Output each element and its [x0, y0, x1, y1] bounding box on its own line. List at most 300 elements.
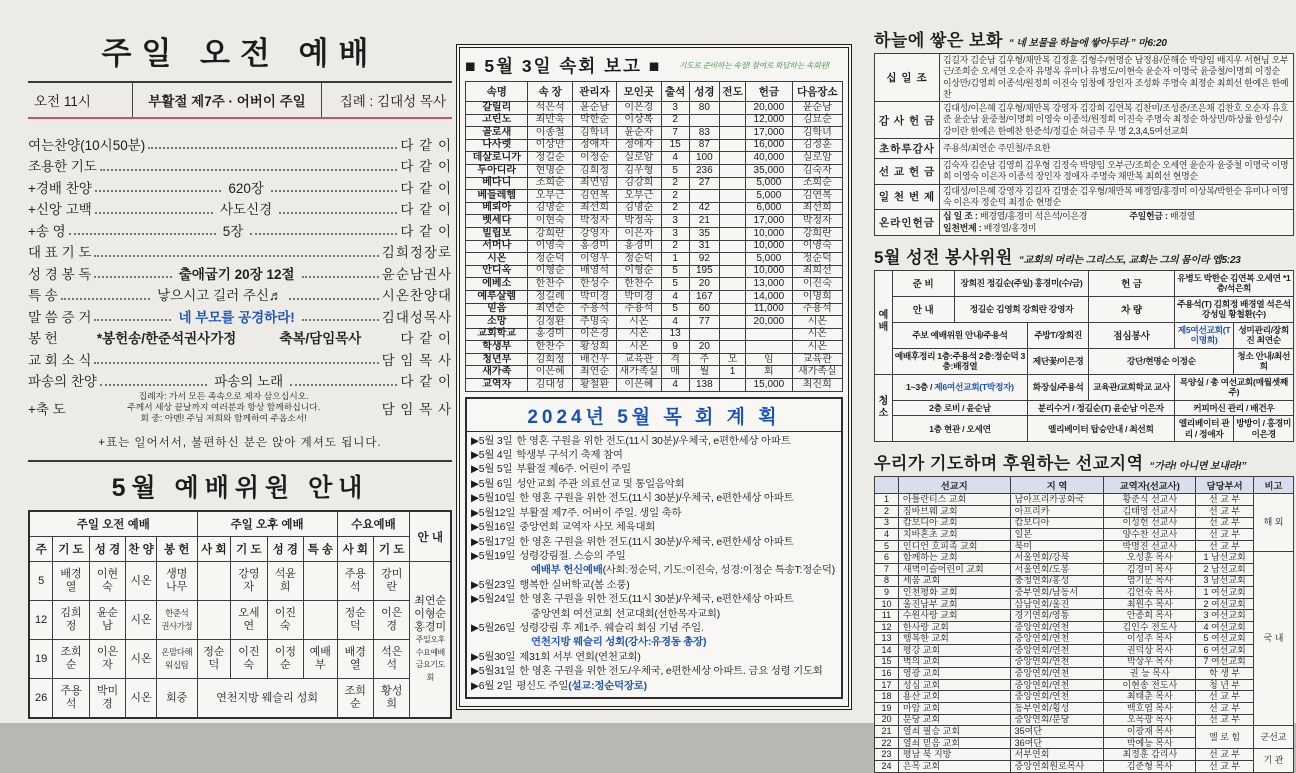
table-cell: 삼남연회/울진 [1010, 598, 1104, 610]
dotted-leader [290, 375, 397, 386]
plan-text: (설교:정순덕장로) [568, 680, 647, 692]
table-cell: 5 [29, 562, 53, 601]
table-cell: 베뢰아 [466, 202, 528, 215]
table-row [466, 190, 843, 203]
table-cell: 사 회 [337, 537, 373, 562]
text-fragment: 배경열/홍경미 [983, 222, 1037, 233]
table-cell: 오부근 [617, 190, 661, 203]
table-cell: 주일 오후 예배 [197, 511, 337, 537]
plan-text: 성안교회 주관 의료선교 및 통일음악회 [516, 478, 685, 490]
section-divider [28, 460, 452, 462]
table-row [466, 265, 843, 278]
table-cell: 김희정 [528, 353, 572, 366]
table-cell [719, 102, 745, 115]
plan-item [471, 536, 837, 550]
table-cell: 중앙연회/연천 [1010, 668, 1104, 680]
table-row [875, 761, 1294, 773]
table-row [875, 679, 1294, 691]
table-cell: 6,000 [746, 202, 792, 215]
table-cell: 나사렛 [466, 139, 528, 152]
table-cell: 4 [661, 152, 689, 165]
service-text: 여는찬양(10시50분) [28, 137, 146, 153]
table-cell: 주용석/최연순 주민철/주요한 [940, 139, 1294, 159]
service-text: 다 같 이 [400, 180, 453, 196]
table-cell: 중앙연회/연천 [1010, 645, 1104, 657]
service-text: 사도신경 [220, 202, 273, 218]
table-cell: 2 남선교회 [1196, 563, 1254, 575]
table-cell: 최만욱 [528, 114, 572, 127]
table-cell: 87 [689, 139, 719, 152]
table-cell: 골로새 [466, 127, 528, 140]
table-cell: 인천평화 교회 [898, 587, 1010, 599]
service-text: +송 영 [28, 223, 66, 239]
service-text: +축 도 [28, 401, 66, 417]
plan-text: 부활절 제6주. 어린이 주일 [516, 464, 632, 476]
table-cell: 시온 [126, 601, 157, 640]
table-cell: 최선희 [572, 202, 616, 215]
table-cell: 92 [689, 253, 719, 266]
table-cell: 선 교 부 [1196, 517, 1254, 529]
table-cell: 5 [661, 303, 689, 316]
service-row [28, 305, 452, 327]
table-cell [719, 215, 745, 228]
temple-servants-table [874, 270, 1294, 443]
table-cell: 17,000 [746, 127, 792, 140]
plan-text: 중앙연회 교역자 사모 체육대회 [519, 522, 656, 534]
table-cell: 실로암 [617, 152, 661, 165]
table-cell: 중부연회/남동서 [1010, 587, 1104, 599]
table-cell: 윤순남 [792, 102, 842, 115]
text-fragment: 나무 [166, 581, 188, 593]
service-text: 담 임 목 사 [381, 401, 452, 417]
table-row [29, 562, 451, 601]
table-cell: 배건우 [572, 353, 616, 366]
table-row [875, 322, 1294, 348]
table-cell: 중앙연회/분당 [1010, 714, 1104, 726]
table-cell: 이진숙 [231, 640, 267, 679]
table-cell: 이성주 목사 [1104, 633, 1196, 645]
table-cell: 해 외 [1254, 494, 1294, 552]
plan-text: 예배부 헌신예배 [531, 565, 603, 577]
service-leader: 집례 : 김대성 목사 [339, 94, 446, 109]
table-row [875, 517, 1294, 529]
table-cell: 8 [875, 575, 899, 587]
servants-title: 5월 성전 봉사위원 [874, 247, 1013, 267]
table-cell: 최선희 [792, 202, 842, 215]
table-cell: 23 [875, 749, 899, 761]
table-cell: 2 [875, 505, 899, 517]
plan-text: 한 영혼 구원을 위한 전도/우체국, e편한세상 아파트. 금요 성령 기도회 [519, 666, 823, 678]
table-row [875, 587, 1294, 599]
text-fragment: 금요기도회 [415, 660, 445, 683]
plan-item [471, 622, 837, 636]
table-cell: 함께하는 교회 [898, 552, 1010, 564]
plan-text: 중앙연회 여선교회 선교대회(선한목자교회) [531, 608, 720, 620]
table-cell [719, 253, 745, 266]
table-cell: 최연순 [528, 303, 572, 316]
table-cell: 회 [746, 366, 792, 379]
servants-header [874, 243, 1294, 268]
table-cell [156, 640, 197, 679]
plan-text: 한 영혼 구원을 위한 전도(11시 30분)/우체국, e편한세상 아파트 [519, 493, 794, 505]
table-cell: 평남 북 지방 [898, 749, 1010, 761]
table-row [875, 529, 1294, 541]
table-cell: 김태영 선교사 [1104, 505, 1196, 517]
table-cell: 성심 교회 [898, 679, 1010, 691]
table-cell: 홍경미 [572, 240, 616, 253]
plan-item [471, 665, 837, 679]
service-text: 파송의 노래 [214, 374, 284, 390]
dotted-leader [100, 160, 397, 171]
table-cell [719, 164, 745, 177]
table-cell: 15 [875, 656, 899, 668]
table-cell: 주용석 [53, 679, 89, 719]
table-cell: 중앙연회/연천 [1010, 633, 1104, 645]
table-cell: 교역자(선교사) [1104, 477, 1196, 494]
table-cell: 19 [29, 640, 53, 679]
table-cell [304, 601, 338, 640]
table-cell: 이은경 [374, 601, 410, 640]
table-cell: 기 도 [53, 537, 89, 562]
table-cell: 마암 교회 [898, 703, 1010, 715]
plan-text: 성령강림절. 스승의 주일 [519, 550, 626, 562]
table-cell [719, 202, 745, 215]
text-fragment: 배경열 [1170, 211, 1196, 222]
table-cell: 엘리베이터 관리 / 정애자 [1174, 416, 1234, 442]
table-cell: 김대성/이은혜 강영자 김길자 김명순 김우형/채만복 배경열/홍경미 이상복/박한순 유미나 이영숙 이은자 정순덕 최정순 현명순 [940, 184, 1294, 210]
table-cell: 실로암 [792, 152, 842, 165]
dotted-leader [95, 181, 222, 192]
table-cell: 데살로니가 [466, 152, 528, 165]
table-cell: 오성훈 목사 [1104, 552, 1196, 564]
table-cell: 방방이 / 홍경미 이은경 [1234, 416, 1294, 442]
dotted-leader [271, 181, 398, 192]
table-cell: 15 [661, 139, 689, 152]
table-cell: 10 [875, 598, 899, 610]
table-cell: 31 [689, 240, 719, 253]
table-row [875, 139, 1294, 159]
table-cell: 백호엽 목사 [1104, 703, 1196, 715]
table-cell: 중앙연회원로목사 [1010, 761, 1104, 773]
table-cell: 회중 [156, 679, 197, 719]
table-cell: 이은자 [617, 227, 661, 240]
table-cell: 이명희 [792, 290, 842, 303]
service-text: +경배 찬양 [28, 180, 92, 196]
service-row [28, 219, 452, 241]
table-cell: 박상우 목사 [1104, 656, 1196, 668]
table-cell: 오부근 [528, 190, 572, 203]
table-row [29, 537, 451, 562]
table-cell: 양수찬 선교사 [1104, 529, 1196, 541]
table-cell: 믿음 [466, 303, 528, 316]
service-row [28, 370, 452, 392]
table-cell: 목양실 / 총 여선교회(매월셋째주) [1174, 374, 1293, 400]
text-fragment: 홍경미 [414, 620, 447, 633]
table-row [875, 703, 1294, 715]
table-cell: 17 [875, 679, 899, 691]
table-cell: 195 [689, 265, 719, 278]
plan-item [471, 435, 837, 449]
table-cell: 정순덕 [617, 253, 661, 266]
table-cell: 정순덕 [337, 601, 373, 640]
table-cell: 선 교 부 [1196, 505, 1254, 517]
text-fragment: 수요예배 [415, 647, 445, 657]
table-cell: 벳세다 [466, 215, 528, 228]
responsive-note: 집례자: 가서 모든 족속으로 제자 삼으십시오. 주께서 세상 끝날까지 여러분과 항상 함께하십니다. 회 중: 아멘! 주님 저희와 함께하여 주옵소서! [127, 391, 321, 423]
plan-text: ▶5월 4일 [471, 450, 513, 462]
table-cell: 예배부 [304, 640, 338, 679]
table-cell: 이은혜 [528, 366, 572, 379]
table-cell: 이정순 [572, 152, 616, 165]
plan-text: 성령강림 후 제1주. 웨슬리 회심 기념 주일. [519, 622, 704, 634]
table-row [875, 296, 1294, 322]
service-text: 교 회 소 식 [28, 352, 92, 368]
table-cell: 한찬수 [528, 341, 572, 354]
table-cell [875, 270, 893, 374]
table-cell: 20 [875, 714, 899, 726]
table-cell: 김대성/이은혜 김우형/채만복 강영자 김강희 김연복 김찬미/조성준/조은채 김찬호 오순자 유호준 윤순남 윤중철/이명희 이영숙 이종석/원정희 이진숙 주명숙 최정순 하상민/하상률 한성수/강미란 한예은 한예찬 한준석/정길순 허금주 무 명 2,3,4,5여선교회 [940, 102, 1294, 139]
text-fragment: 워십팀 [165, 660, 189, 670]
table-cell: 21 [875, 726, 899, 738]
table-cell: 1 남선교회 [1196, 552, 1254, 564]
table-cell: 2층 로비 / 윤순남 [892, 400, 1027, 416]
plan-text: 부활절 제7주. 어버이 주일. 생일 축하 [519, 507, 682, 519]
plan-item [471, 636, 837, 650]
table-cell: 최연순 [572, 366, 616, 379]
table-cell: 16 [875, 668, 899, 680]
table-cell: 주명숙 [572, 316, 616, 329]
offerings-header [874, 26, 1294, 51]
table-cell: 42 [689, 202, 719, 215]
table-cell: 조희순 [528, 177, 572, 190]
plan-item [471, 680, 837, 694]
table-cell: 윤순남 [572, 102, 616, 115]
dotted-leader [94, 310, 171, 321]
table-cell: 최태춘 목사 [1104, 691, 1196, 703]
table-cell: 커피머신 관리 / 배건우 [1174, 400, 1293, 416]
table-cell: 4 [661, 316, 689, 329]
ministry-plan-title: 2024년 5월 목 회 계 획 [467, 400, 841, 432]
table-cell: 윤순남 [89, 601, 125, 640]
table-cell: 배영석 [572, 265, 616, 278]
table-cell: 주용석 [572, 303, 616, 316]
table-cell: 강영자 [231, 562, 267, 601]
table-cell: 배경열 [53, 562, 89, 601]
table-cell: 한찬수 [617, 278, 661, 291]
service-text: 다 같 이 [400, 159, 452, 175]
plan-item [471, 507, 837, 521]
plan-item [471, 564, 837, 578]
table-row [466, 114, 843, 127]
table-cell: 정순덕 [197, 640, 231, 679]
table-cell: 시온 [792, 328, 842, 341]
table-cell: 20,000 [746, 316, 792, 329]
table-cell: 35여단 [1010, 726, 1104, 738]
table-cell: 새벽이슬어린이 교회 [898, 563, 1010, 575]
table-cell: 갈릴리 [466, 102, 528, 115]
table-cell: 담당부서 [1196, 477, 1254, 494]
plan-text: ▶5월 5일 [471, 464, 513, 476]
table-cell: 김언숙 목사 [1104, 587, 1196, 599]
table-cell: 비고 [1254, 477, 1294, 494]
table-cell: 10,000 [746, 265, 792, 278]
service-info-band [28, 81, 452, 119]
service-occasion: 부활절 제7주 · 어버이 주일 [132, 83, 322, 117]
table-cell: 권덕상 목사 [1104, 645, 1196, 657]
table-cell: 9 [875, 587, 899, 599]
table-cell: 77 [689, 316, 719, 329]
table-cell [689, 114, 719, 127]
table-cell: 베다니 [466, 177, 528, 190]
plan-text: 한 영혼 구원을 위한 전도(11시 30분)/우체국, e편한세상 아파트 [519, 536, 794, 548]
table-cell: 시온 [126, 679, 157, 719]
table-cell: 제단꽃/이은경 [1027, 348, 1089, 374]
service-text: 대 표 기 도 [28, 245, 92, 261]
table-cell [719, 139, 745, 152]
table-row [875, 374, 1294, 400]
table-cell [719, 227, 745, 240]
text-fragment: 생명 [166, 568, 188, 581]
service-text: 성 경 봉 독 [28, 266, 92, 282]
table-row [466, 177, 843, 190]
table-cell: 속명 [466, 82, 528, 102]
table-cell: 고린도 [466, 114, 528, 127]
table-cell [875, 477, 899, 494]
table-cell: 행복한 교회 [898, 633, 1010, 645]
table-cell: 김희정 [572, 164, 616, 177]
table-cell: 10,000 [746, 227, 792, 240]
table-cell: 소망 [466, 316, 528, 329]
table-cell: 성경 [689, 82, 719, 102]
table-cell [892, 374, 1027, 400]
plan-text: ▶6월 2일 [471, 680, 513, 692]
table-cell: 주 [29, 537, 53, 562]
text-fragment: 주일오후 [415, 635, 445, 645]
table-cell: 박정자 [572, 215, 616, 228]
committee-title: 5월 예배위원 안내 [111, 474, 369, 502]
table-row [875, 270, 1294, 296]
table-cell: 교역자 [466, 379, 528, 392]
table-cell: 6 [875, 552, 899, 564]
table-cell: 세움 교회 [898, 575, 1010, 587]
table-cell: 이형순 [617, 265, 661, 278]
table-cell: 시온 [617, 328, 661, 341]
table-cell [719, 152, 745, 165]
table-cell: 캄보디아 교회 [898, 517, 1010, 529]
worship-order-panel [28, 26, 452, 719]
table-cell: 염기문 목사 [1104, 575, 1196, 587]
table-cell: 최정훈 감리사 [1104, 749, 1196, 761]
offerings-title: 하늘에 쌓은 보화 [874, 31, 1003, 50]
table-cell [746, 328, 792, 341]
right-panel [874, 26, 1294, 773]
table-cell: 헌 금 [1089, 270, 1174, 296]
table-cell: 황준식 선교사 [1104, 494, 1196, 506]
table-row [466, 353, 843, 366]
text-fragment: 최연순 [414, 595, 447, 608]
servants-verse: “교회의 머리는 그리스도, 교회는 그의 몸이라 엡5:23 [1018, 254, 1241, 266]
table-row [466, 240, 843, 253]
cell-report-table [465, 81, 843, 392]
table-cell: 엘리베이터 탑승안내 / 최선희 [1027, 416, 1174, 442]
table-cell: 5 [661, 278, 689, 291]
missions-header [874, 449, 1294, 474]
service-text: 시온찬양대 [381, 288, 452, 304]
dotted-leader [289, 289, 378, 300]
service-text: 다 같 이 [400, 331, 452, 347]
table-cell: 선 교 부 [1196, 703, 1254, 715]
table-cell: 안 내 [892, 296, 954, 322]
table-cell: 교육관 [617, 353, 661, 366]
table-row [466, 379, 843, 392]
service-text: 봉 헌 [28, 331, 58, 347]
table-cell: 오세연 [231, 601, 267, 640]
plan-text: ▶5월24일 [471, 594, 516, 606]
table-cell: 김명순 [617, 202, 661, 215]
table-cell: 박예능 목사 [1104, 737, 1196, 749]
service-text: 다 같 이 [400, 137, 452, 153]
table-cell: 167 [689, 290, 719, 303]
table-cell: 열쇠 믿음 교회 [898, 737, 1010, 749]
table-cell: 황성희 [572, 341, 616, 354]
table-cell: 용산 교회 [898, 691, 1010, 703]
table-cell: 주일 오전 예배 [29, 511, 197, 537]
table-cell: 김준형 목사 [1104, 761, 1196, 773]
table-cell: 박한순 [572, 114, 616, 127]
table-row [875, 416, 1294, 442]
table-cell: 최희선 [792, 265, 842, 278]
worship-title: 주일 오전 예배 [101, 36, 379, 71]
table-cell: 모인곳 [617, 82, 661, 102]
table-cell: 7 [661, 127, 689, 140]
table-cell: 이정순 [267, 640, 303, 679]
plan-text: 한 영혼 구원을 위한 전도(11시 30분)/우체국, e편한세상 아파트 [516, 435, 791, 447]
table-cell: 홍경미 [617, 240, 661, 253]
text-fragment: 일천번제 : [943, 222, 984, 233]
table-row [875, 159, 1294, 185]
service-text: *봉헌송/한준석권사가정 [96, 331, 237, 347]
service-text: 김희정장로 [381, 245, 452, 261]
plan-text: 제31회 서부 연회(연천교회) [519, 651, 641, 663]
table-cell: 주용석 [617, 303, 661, 316]
table-cell: 경기연회/영통 [1010, 610, 1104, 622]
service-text: 다 같 이 [400, 202, 453, 218]
table-cell: 시온 [126, 640, 157, 679]
table-cell: 권 능 목사 [1104, 668, 1196, 680]
dotted-leader [94, 267, 171, 278]
table-cell: 3 남선교회 [1196, 575, 1254, 587]
table-cell: 성미관리/장희진 최연순 [1234, 322, 1294, 348]
table-cell: 헌금 [746, 82, 792, 102]
table-cell: 7 여선교회 [1196, 656, 1254, 668]
table-cell [719, 316, 745, 329]
table-cell: 분리수거 / 정길순(T) 윤순남 이은자 [1027, 400, 1174, 416]
table-cell: 이상복 [617, 114, 661, 127]
table-cell: 60 [689, 303, 719, 316]
table-cell [197, 601, 231, 640]
table-cell: 박정옥 [617, 215, 661, 228]
plan-text: ▶5월19일 [471, 550, 516, 562]
table-cell: 교육관/교회학교 교사 [1089, 374, 1174, 400]
service-row [28, 284, 452, 306]
table-row [875, 668, 1294, 680]
dotted-leader [250, 224, 397, 235]
table-row [875, 598, 1294, 610]
table-cell: 아프리카 [1010, 505, 1104, 517]
table-cell: 김인수 전도사 [1104, 621, 1196, 633]
text-fragment: 십 일 조 : [943, 211, 980, 222]
table-cell: 교육관 [792, 353, 842, 366]
